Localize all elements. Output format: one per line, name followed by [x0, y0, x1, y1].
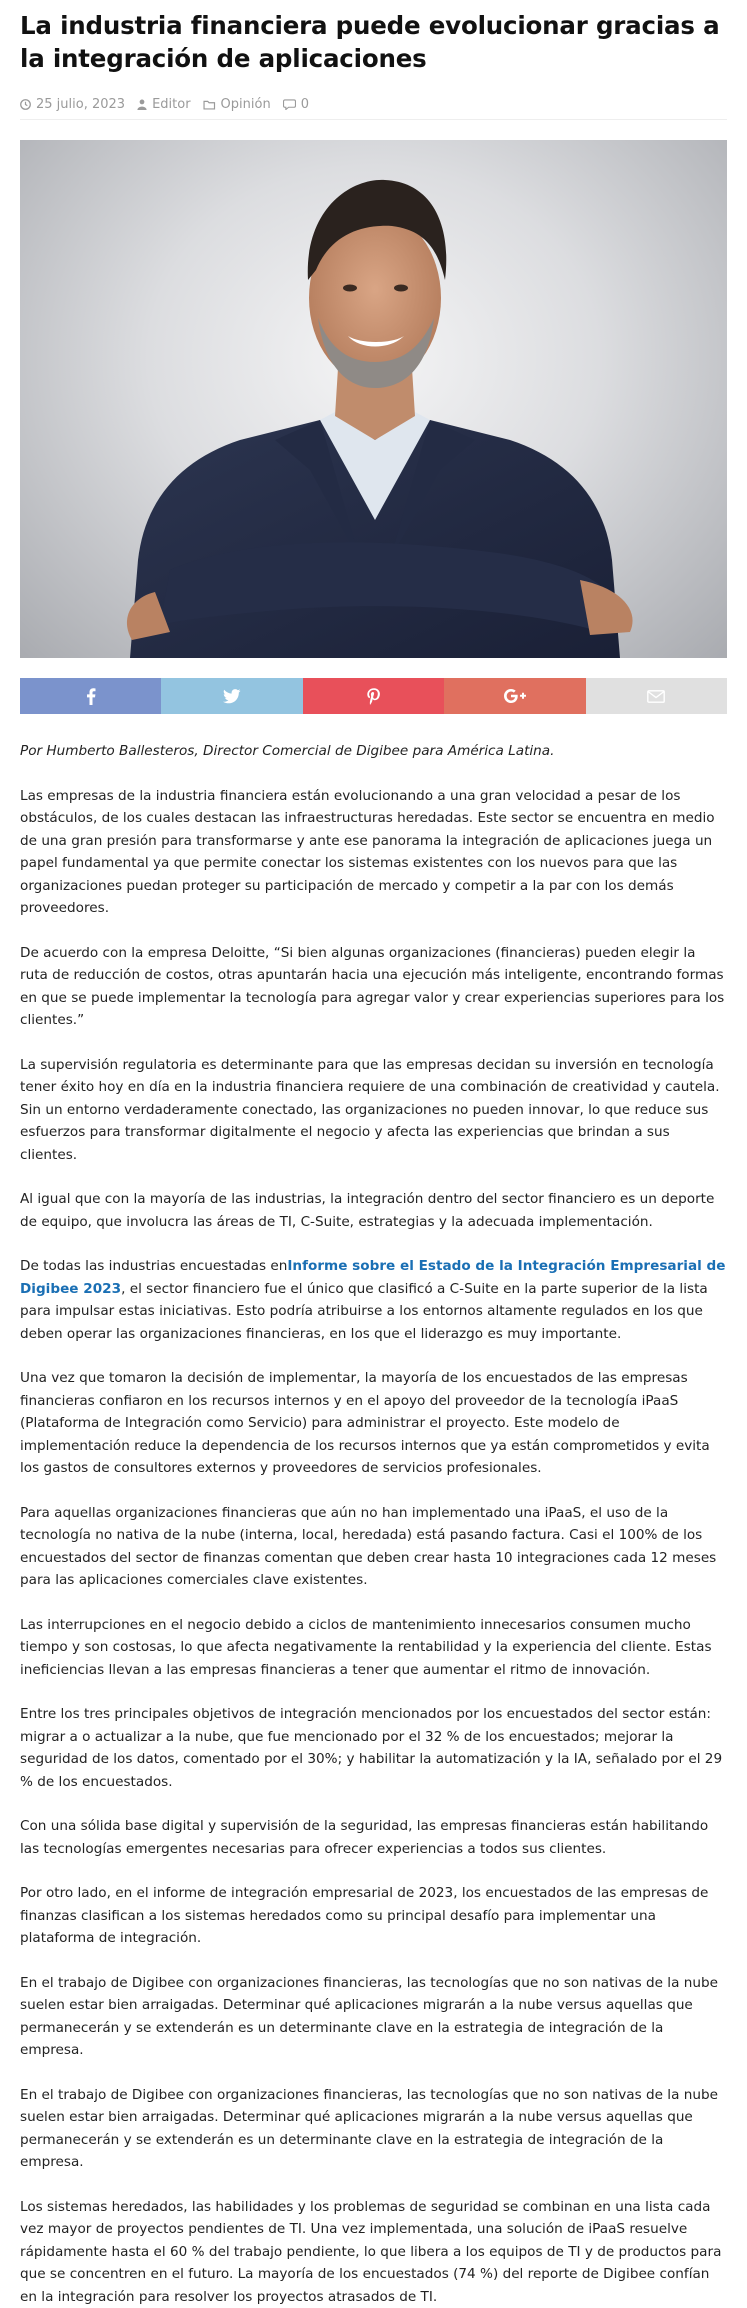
meta-category[interactable]: [203, 97, 271, 112]
google-plus-icon: [504, 689, 526, 703]
paragraph-with-link: [20, 1255, 727, 1345]
paragraph: Al igual que con la mayoría de las industrias, la integración dentro del sector financiero es un deporte de equipo, que involucra las áreas de TI, C-Suite, estrategias y la adecuada implementación.: [20, 1188, 727, 1233]
comment-icon: [283, 99, 296, 110]
meta-author[interactable]: [137, 97, 190, 112]
paragraph-text: De todas las industrias encuestadas en: [20, 1258, 287, 1274]
facebook-icon: [86, 688, 96, 705]
paragraph: Entre los tres principales objetivos de integración mencionados por los encuestados del sector están: migrar a o actualizar a la nube, que fue mencionado por el 32 % de los encuestados; mejorar la seguridad de los datos, comentado por el 30%; y habilitar la automatización y la IA, señalado por el 29 % de los encuestados.: [20, 1703, 727, 1793]
share-bar: [20, 678, 727, 714]
article-title: La industria financiera puede evolucionar gracias a la integración de aplicaciones: [20, 0, 727, 75]
report-link[interactable]: Informe sobre el Estado de la Integración Empresarial de Digibee 2023: [20, 1258, 725, 1297]
meta-category-text: Opinión: [221, 97, 271, 112]
paragraph: En el trabajo de Digibee con organizaciones financieras, las tecnologías que no son nativas de la nube suelen estar bien arraigadas. Determinar qué aplicaciones migrarán a la nube versus aquellas que permanecerán y se extenderán es un determinante clave en la estrategia de integración de la empresa.: [20, 1972, 727, 2062]
paragraph: Para aquellas organizaciones financieras que aún no han implementado una iPaaS, el uso de la tecnología no nativa de la nube (interna, local, heredada) está pasando factura. Casi el 100% de los encuestados del sector de finanzas comentan que deben crear hasta 10 integraciones cada 12 meses para las aplicaciones comerciales clave existentes.: [20, 1502, 727, 1592]
paragraph: Por otro lado, en el informe de integración empresarial de 2023, los encuestados de las empresas de finanzas clasifican a los sistemas heredados como su principal desafío para implementar una plataforma de integración.: [20, 1882, 727, 1950]
share-twitter-button[interactable]: [161, 678, 302, 714]
article-byline: Por Humberto Ballesteros, Director Comercial de Digibee para América Latina.: [20, 740, 727, 763]
twitter-icon: [223, 689, 241, 704]
share-google-plus-button[interactable]: [444, 678, 585, 714]
portrait-photo-icon: [20, 140, 727, 658]
clock-icon: [20, 99, 31, 110]
article-body: [20, 740, 727, 2308]
meta-date[interactable]: [20, 97, 125, 112]
article-meta: [20, 97, 727, 120]
paragraph: Las empresas de la industria financiera están evolucionando a una gran velocidad a pesar de los obstáculos, de los cuales destacan las infraestructuras heredadas. Este sector se encuentra en medio de una gran presión para transformarse y ante ese panorama la integración de aplicaciones juega un papel fundamental ya que permite conectar los sistemas existentes con los nuevos para que las organizaciones puedan proteger su participación de mercado y competir a la par con los demás proveedores.: [20, 785, 727, 920]
hero-image: [20, 140, 727, 658]
paragraph: De acuerdo con la empresa Deloitte, “Si bien algunas organizaciones (financieras) pueden elegir la ruta de reducción de costos, otras apuntarán hacia una ejecución más inteligente, encontrando formas en que se puede implementar la tecnología para agregar valor y crear experiencias superiores para los clientes.”: [20, 942, 727, 1032]
paragraph: Los sistemas heredados, las habilidades y los problemas de seguridad se combinan en una lista cada vez mayor de proyectos pendientes de TI. Una vez implementada, una solución de iPaaS resuelve rápidamente hasta el 60 % del trabajo pendiente, lo que libera a los equipos de TI y de productos para que se concentren en el futuro. La mayoría de los encuestados (74 %) del reporte de Digibee confían en la integración para resolver los proyectos atrasados de TI.: [20, 2196, 727, 2308]
pinterest-icon: [367, 688, 381, 705]
paragraph-text: , el sector financiero fue el único que clasificó a C-Suite en la parte superior de la lista para impulsar estas iniciativas. Esto podría atribuirse a los entornos altamente regulados en los que deben operar las organizaciones financieras, en los que el liderazgo es muy importante.: [20, 1281, 708, 1342]
folder-icon: [203, 100, 216, 110]
paragraph: En el trabajo de Digibee con organizaciones financieras, las tecnologías que no son nativas de la nube suelen estar bien arraigadas. Determinar qué aplicaciones migrarán a la nube versus aquellas que permanecerán y se extenderán es un determinante clave en la estrategia de integración de la empresa.: [20, 2084, 727, 2174]
share-facebook-button[interactable]: [20, 678, 161, 714]
paragraph: Las interrupciones en el negocio debido a ciclos de mantenimiento innecesarios consumen mucho tiempo y son costosas, lo que afecta negativamente la rentabilidad y la experiencia del cliente. Estas ineficiencias llevan a las empresas financieras a tener que aumentar el ritmo de innovación.: [20, 1614, 727, 1682]
meta-comments[interactable]: [283, 97, 309, 112]
share-pinterest-button[interactable]: [303, 678, 444, 714]
paragraph: Una vez que tomaron la decisión de implementar, la mayoría de los encuestados de las empresas financieras confiaron en los recursos internos y en el apoyo del proveedor de la tecnología iPaaS (Plataforma de Integración como Servicio) para administrar el proyecto. Este modelo de implementación reduce la dependencia de los recursos internos que ya están comprometidos y evita los gastos de consultores externos y proveedores de servicios profesionales.: [20, 1367, 727, 1480]
paragraph: La supervisión regulatoria es determinante para que las empresas decidan su inversión en tecnología tener éxito hoy en día en la industria financiera requiere de una combinación de creatividad y cautela. Sin un entorno verdaderamente conectado, las organizaciones no pueden innovar, lo que reduce sus esfuerzos para transformar digitalmente el negocio y afecta las experiencias que brindan a sus clientes.: [20, 1054, 727, 1167]
meta-date-text: 25 julio, 2023: [36, 97, 125, 112]
share-email-button[interactable]: [586, 678, 727, 714]
paragraph: Con una sólida base digital y supervisión de la seguridad, las empresas financieras están habilitando las tecnologías emergentes necesarias para ofrecer experiencias a todos sus clientes.: [20, 1815, 727, 1860]
meta-author-text: Editor: [152, 97, 190, 112]
user-icon: [137, 99, 147, 110]
meta-comments-count: 0: [301, 97, 309, 112]
email-icon: [647, 690, 665, 703]
